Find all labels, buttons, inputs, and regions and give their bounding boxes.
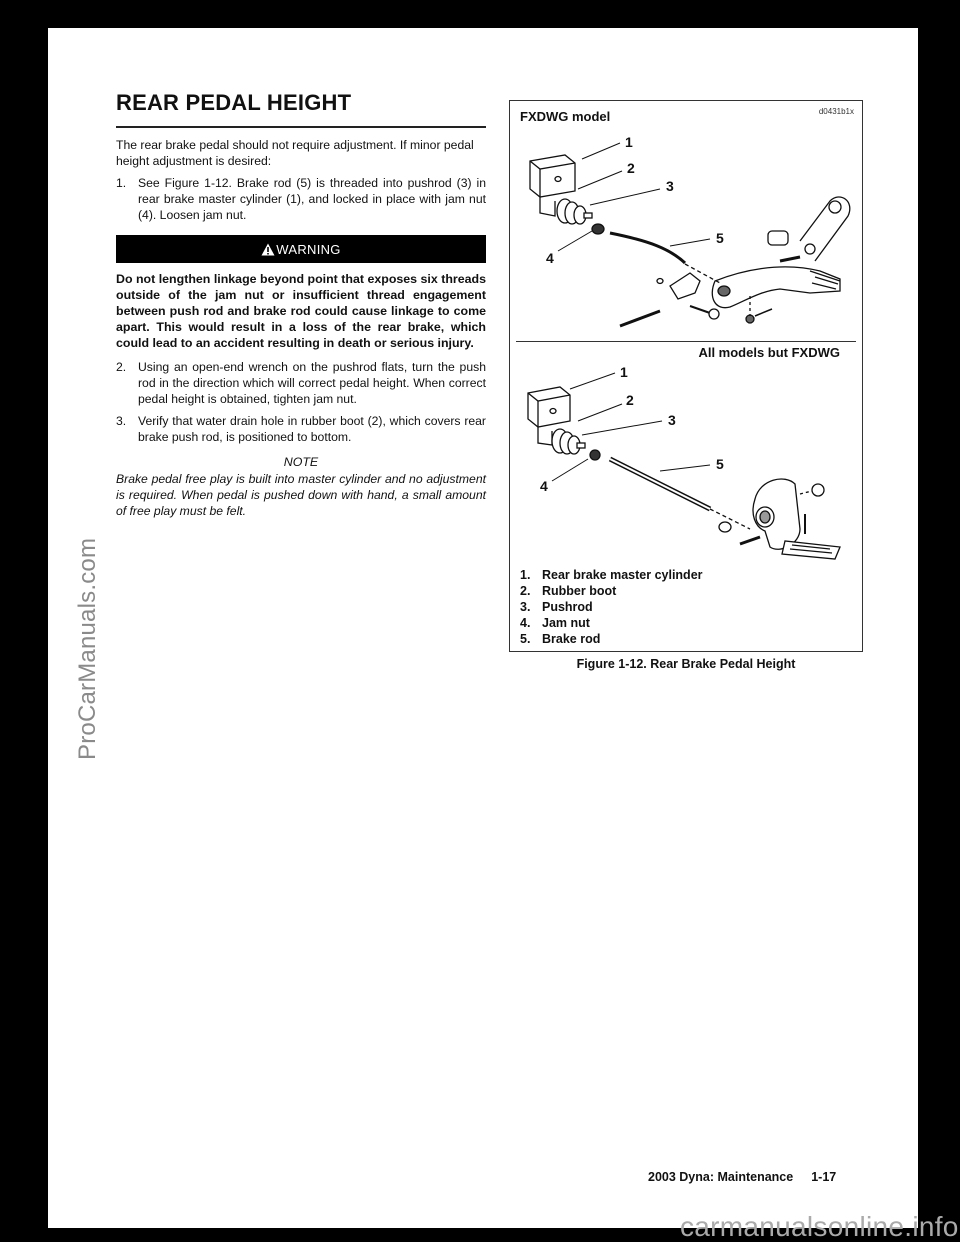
- callout-4: 4: [546, 250, 554, 266]
- callout-3: 3: [668, 412, 676, 428]
- figure-legend: [520, 567, 703, 647]
- callout-2: 2: [626, 392, 634, 408]
- warning-label: WARNING: [276, 241, 341, 257]
- intro-paragraph: The rear brake pedal should not require adjustment. If minor pedal height adjustment is desired:: [116, 138, 474, 168]
- step-text: See Figure 1-12. Brake rod (5) is threaded into pushrod (3) in rear brake master cylinder (1), and locked in place with jam nut (4). Loosen jam nut.: [138, 176, 486, 222]
- step-number: 3.: [116, 414, 127, 428]
- step-text: Using an open-end wrench on the pushrod flats, turn the push rod in the direction which will correct pedal height. When correct pedal height is obtained, tighten jam nut.: [138, 360, 486, 406]
- step-number: 1.: [116, 176, 127, 190]
- callout-1: 1: [625, 134, 633, 150]
- warning-text: Do not lengthen linkage beyond point that exposes six threads outside of the jam nut or insufficient thread engagement between push rod and brake rod could cause linkage to come apart. This would result in a loss of the rear brake, which could lead to an accident resulting in death or serious injury.: [116, 272, 486, 350]
- step-2: [116, 359, 486, 407]
- figure-label-fxdwg: FXDWG model: [520, 109, 611, 124]
- figure-box: [509, 100, 863, 652]
- legend-item: 4. Jam nut: [520, 616, 590, 630]
- callout-1: 1: [620, 364, 628, 380]
- legend-item: 3. Pushrod: [520, 600, 593, 614]
- standard-brake-illustration: [510, 359, 862, 565]
- figure-divider: [516, 341, 856, 342]
- bottom-watermark[interactable]: carmanualsonline.info: [680, 1211, 959, 1242]
- step-1: [116, 175, 486, 223]
- legend-item: 5. Brake rod: [520, 632, 601, 646]
- legend-item: 2. Rubber boot: [520, 584, 617, 598]
- figure-code: d0431b1x: [818, 107, 854, 116]
- footer-page-number: 1-17: [811, 1170, 837, 1184]
- title-rule: [116, 126, 486, 128]
- callout-3: 3: [666, 178, 674, 194]
- note-heading: NOTE: [283, 455, 319, 469]
- side-watermark-text: ProCarManuals.com: [74, 537, 101, 760]
- figure-caption: Figure 1-12. Rear Brake Pedal Height: [576, 657, 796, 671]
- callout-5: 5: [716, 230, 724, 246]
- callout-5: 5: [716, 456, 724, 472]
- figure-label-all-models: All models but FXDWG: [698, 345, 840, 360]
- side-watermark: [74, 520, 101, 760]
- note-text: Brake pedal free play is built into master cylinder and no adjustment is required. When pedal is pushed down with hand, a small amount of free play must be felt.: [116, 472, 486, 518]
- step-text: Verify that water drain hole in rubber boot (2), which covers rear brake push rod, is positioned to bottom.: [138, 414, 486, 444]
- section-title: REAR PEDAL HEIGHT: [116, 90, 352, 115]
- warning-triangle-icon: [261, 243, 275, 256]
- warning-banner: [116, 235, 486, 263]
- step-3: [116, 413, 486, 445]
- footer-book-title: 2003 Dyna: Maintenance: [648, 1170, 794, 1184]
- page-footer: [648, 1170, 836, 1184]
- callout-4: 4: [540, 478, 548, 494]
- legend-item: 1. Rear brake master cylinder: [520, 568, 703, 582]
- fxdwg-brake-illustration: [510, 121, 862, 339]
- left-column: [116, 90, 486, 519]
- callout-2: 2: [627, 160, 635, 176]
- step-number: 2.: [116, 360, 127, 374]
